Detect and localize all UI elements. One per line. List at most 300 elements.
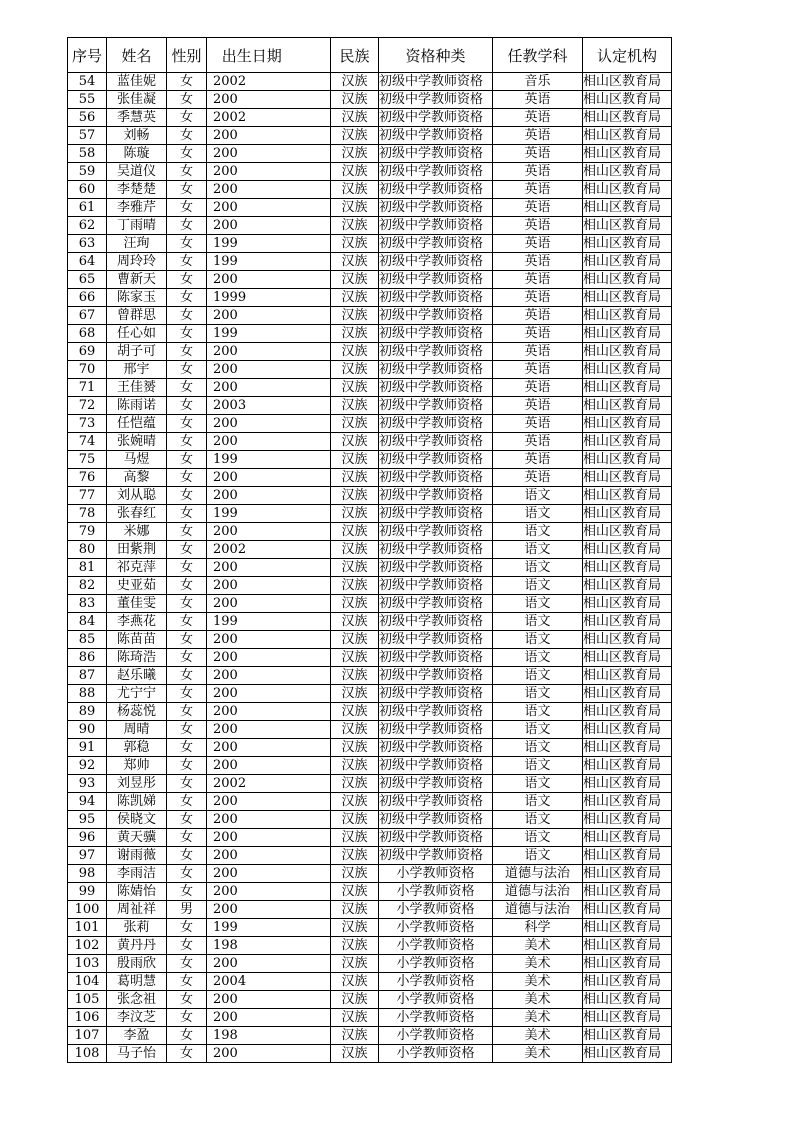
cell-ethnicity: 汉族 <box>331 937 379 955</box>
cell-no: 79 <box>68 523 107 541</box>
cell-ethnicity: 汉族 <box>331 649 379 667</box>
cell-qualification: 初级中学教师资格 <box>379 577 493 595</box>
cell-gender: 女 <box>167 217 207 235</box>
cell-gap <box>297 469 331 487</box>
cell-no: 91 <box>68 739 107 757</box>
table-row <box>68 253 672 271</box>
cell-gender: 女 <box>167 811 207 829</box>
cell-subject: 语文 <box>493 649 583 667</box>
header-gap <box>297 38 331 73</box>
cell-authority: 相山区教育局 <box>583 541 672 559</box>
table-row <box>68 559 672 577</box>
cell-gap <box>297 631 331 649</box>
cell-authority: 相山区教育局 <box>583 577 672 595</box>
cell-gender: 女 <box>167 271 207 289</box>
cell-name: 郭稳 <box>107 739 167 757</box>
cell-qualification: 初级中学教师资格 <box>379 91 493 109</box>
cell-name: 米娜 <box>107 523 167 541</box>
cell-birth: 200 <box>207 829 297 847</box>
cell-subject: 美术 <box>493 1009 583 1027</box>
cell-no: 60 <box>68 181 107 199</box>
cell-qualification: 初级中学教师资格 <box>379 199 493 217</box>
cell-birth: 199 <box>207 253 297 271</box>
cell-gender: 男 <box>167 901 207 919</box>
cell-subject: 英语 <box>493 199 583 217</box>
cell-ethnicity: 汉族 <box>331 973 379 991</box>
cell-gap <box>297 361 331 379</box>
cell-name: 杨蕊悦 <box>107 703 167 721</box>
cell-qualification: 初级中学教师资格 <box>379 145 493 163</box>
cell-ethnicity: 汉族 <box>331 685 379 703</box>
header-birth: 出生日期 <box>207 38 297 73</box>
cell-gender: 女 <box>167 955 207 973</box>
cell-subject: 科学 <box>493 919 583 937</box>
cell-subject: 语文 <box>493 523 583 541</box>
cell-name: 张佳凝 <box>107 91 167 109</box>
cell-qualification: 初级中学教师资格 <box>379 397 493 415</box>
cell-subject: 英语 <box>493 91 583 109</box>
cell-ethnicity: 汉族 <box>331 235 379 253</box>
cell-authority: 相山区教育局 <box>583 145 672 163</box>
table-row <box>68 415 672 433</box>
cell-subject: 道德与法治 <box>493 901 583 919</box>
cell-gap <box>297 415 331 433</box>
cell-birth: 200 <box>207 649 297 667</box>
cell-birth: 200 <box>207 163 297 181</box>
cell-no: 98 <box>68 865 107 883</box>
cell-subject: 英语 <box>493 181 583 199</box>
cell-name: 董佳雯 <box>107 595 167 613</box>
cell-name: 李燕花 <box>107 613 167 631</box>
cell-ethnicity: 汉族 <box>331 289 379 307</box>
cell-subject: 英语 <box>493 145 583 163</box>
cell-qualification: 小学教师资格 <box>379 937 493 955</box>
cell-qualification: 初级中学教师资格 <box>379 73 493 91</box>
cell-ethnicity: 汉族 <box>331 127 379 145</box>
cell-gap <box>297 271 331 289</box>
cell-name: 陈雨诺 <box>107 397 167 415</box>
cell-birth: 200 <box>207 181 297 199</box>
cell-birth: 200 <box>207 415 297 433</box>
cell-ethnicity: 汉族 <box>331 595 379 613</box>
cell-qualification: 初级中学教师资格 <box>379 451 493 469</box>
cell-gender: 女 <box>167 613 207 631</box>
cell-subject: 英语 <box>493 469 583 487</box>
cell-qualification: 初级中学教师资格 <box>379 235 493 253</box>
table-row <box>68 541 672 559</box>
header-subject: 任教学科 <box>493 38 583 73</box>
cell-ethnicity: 汉族 <box>331 433 379 451</box>
cell-no: 89 <box>68 703 107 721</box>
cell-gap <box>297 145 331 163</box>
cell-qualification: 初级中学教师资格 <box>379 379 493 397</box>
cell-authority: 相山区教育局 <box>583 865 672 883</box>
cell-subject: 美术 <box>493 1027 583 1045</box>
cell-authority: 相山区教育局 <box>583 505 672 523</box>
cell-subject: 英语 <box>493 343 583 361</box>
table-row <box>68 685 672 703</box>
cell-gap <box>297 505 331 523</box>
cell-no: 71 <box>68 379 107 397</box>
cell-authority: 相山区教育局 <box>583 469 672 487</box>
cell-authority: 相山区教育局 <box>583 415 672 433</box>
cell-qualification: 初级中学教师资格 <box>379 703 493 721</box>
cell-gender: 女 <box>167 163 207 181</box>
cell-authority: 相山区教育局 <box>583 739 672 757</box>
cell-gender: 女 <box>167 883 207 901</box>
cell-ethnicity: 汉族 <box>331 181 379 199</box>
cell-no: 97 <box>68 847 107 865</box>
cell-gap <box>297 649 331 667</box>
cell-gender: 女 <box>167 991 207 1009</box>
table-row <box>68 433 672 451</box>
cell-birth: 200 <box>207 865 297 883</box>
cell-birth: 200 <box>207 667 297 685</box>
cell-ethnicity: 汉族 <box>331 541 379 559</box>
cell-name: 史亚茹 <box>107 577 167 595</box>
cell-gap <box>297 595 331 613</box>
cell-ethnicity: 汉族 <box>331 703 379 721</box>
cell-no: 101 <box>68 919 107 937</box>
cell-birth: 200 <box>207 199 297 217</box>
cell-qualification: 初级中学教师资格 <box>379 721 493 739</box>
cell-authority: 相山区教育局 <box>583 613 672 631</box>
cell-gap <box>297 199 331 217</box>
cell-qualification: 初级中学教师资格 <box>379 559 493 577</box>
cell-gender: 女 <box>167 235 207 253</box>
cell-name: 陈凯娣 <box>107 793 167 811</box>
cell-subject: 语文 <box>493 739 583 757</box>
cell-gender: 女 <box>167 793 207 811</box>
cell-gender: 女 <box>167 433 207 451</box>
cell-subject: 英语 <box>493 325 583 343</box>
cell-no: 58 <box>68 145 107 163</box>
cell-birth: 200 <box>207 1009 297 1027</box>
cell-authority: 相山区教育局 <box>583 451 672 469</box>
cell-gender: 女 <box>167 973 207 991</box>
cell-ethnicity: 汉族 <box>331 271 379 289</box>
cell-ethnicity: 汉族 <box>331 739 379 757</box>
cell-qualification: 初级中学教师资格 <box>379 127 493 145</box>
cell-birth: 200 <box>207 271 297 289</box>
cell-subject: 英语 <box>493 415 583 433</box>
cell-qualification: 初级中学教师资格 <box>379 649 493 667</box>
cell-ethnicity: 汉族 <box>331 577 379 595</box>
cell-no: 78 <box>68 505 107 523</box>
cell-birth: 200 <box>207 793 297 811</box>
cell-name: 周祉祥 <box>107 901 167 919</box>
cell-subject: 美术 <box>493 991 583 1009</box>
cell-name: 李雅芹 <box>107 199 167 217</box>
cell-gender: 女 <box>167 307 207 325</box>
cell-subject: 美术 <box>493 1045 583 1063</box>
cell-gender: 女 <box>167 91 207 109</box>
cell-gap <box>297 757 331 775</box>
cell-name: 陈璇 <box>107 145 167 163</box>
cell-qualification: 初级中学教师资格 <box>379 487 493 505</box>
cell-no: 96 <box>68 829 107 847</box>
cell-name: 黄丹丹 <box>107 937 167 955</box>
cell-no: 66 <box>68 289 107 307</box>
cell-name: 张念祖 <box>107 991 167 1009</box>
cell-birth: 200 <box>207 595 297 613</box>
cell-authority: 相山区教育局 <box>583 253 672 271</box>
cell-gap <box>297 343 331 361</box>
cell-no: 85 <box>68 631 107 649</box>
cell-qualification: 初级中学教师资格 <box>379 271 493 289</box>
cell-ethnicity: 汉族 <box>331 253 379 271</box>
cell-gender: 女 <box>167 757 207 775</box>
table-row <box>68 181 672 199</box>
cell-authority: 相山区教育局 <box>583 901 672 919</box>
table-body <box>68 73 672 1063</box>
cell-no: 61 <box>68 199 107 217</box>
cell-qualification: 初级中学教师资格 <box>379 631 493 649</box>
cell-gap <box>297 163 331 181</box>
cell-name: 张春红 <box>107 505 167 523</box>
cell-qualification: 小学教师资格 <box>379 1045 493 1063</box>
cell-gender: 女 <box>167 847 207 865</box>
cell-no: 72 <box>68 397 107 415</box>
cell-birth: 200 <box>207 703 297 721</box>
cell-ethnicity: 汉族 <box>331 901 379 919</box>
cell-qualification: 初级中学教师资格 <box>379 685 493 703</box>
cell-birth: 200 <box>207 361 297 379</box>
cell-subject: 英语 <box>493 289 583 307</box>
cell-gap <box>297 181 331 199</box>
cell-name: 尤宁宁 <box>107 685 167 703</box>
cell-gender: 女 <box>167 505 207 523</box>
cell-authority: 相山区教育局 <box>583 955 672 973</box>
cell-qualification: 初级中学教师资格 <box>379 793 493 811</box>
cell-ethnicity: 汉族 <box>331 757 379 775</box>
cell-gap <box>297 289 331 307</box>
cell-gap <box>297 991 331 1009</box>
cell-qualification: 小学教师资格 <box>379 973 493 991</box>
cell-no: 94 <box>68 793 107 811</box>
cell-ethnicity: 汉族 <box>331 379 379 397</box>
cell-subject: 语文 <box>493 793 583 811</box>
cell-ethnicity: 汉族 <box>331 1027 379 1045</box>
cell-birth: 200 <box>207 91 297 109</box>
table-row <box>68 955 672 973</box>
cell-gap <box>297 847 331 865</box>
cell-authority: 相山区教育局 <box>583 163 672 181</box>
table-row <box>68 307 672 325</box>
table-row <box>68 613 672 631</box>
cell-gap <box>297 775 331 793</box>
cell-gender: 女 <box>167 127 207 145</box>
cell-authority: 相山区教育局 <box>583 127 672 145</box>
cell-gap <box>297 1045 331 1063</box>
cell-gap <box>297 667 331 685</box>
cell-name: 祁克萍 <box>107 559 167 577</box>
cell-birth: 200 <box>207 577 297 595</box>
cell-no: 108 <box>68 1045 107 1063</box>
cell-authority: 相山区教育局 <box>583 973 672 991</box>
cell-no: 99 <box>68 883 107 901</box>
cell-subject: 美术 <box>493 973 583 991</box>
cell-authority: 相山区教育局 <box>583 433 672 451</box>
cell-subject: 语文 <box>493 847 583 865</box>
cell-no: 55 <box>68 91 107 109</box>
cell-birth: 200 <box>207 433 297 451</box>
cell-gender: 女 <box>167 541 207 559</box>
cell-authority: 相山区教育局 <box>583 703 672 721</box>
cell-gap <box>297 433 331 451</box>
cell-birth: 199 <box>207 613 297 631</box>
cell-name: 刘畅 <box>107 127 167 145</box>
cell-ethnicity: 汉族 <box>331 415 379 433</box>
cell-qualification: 初级中学教师资格 <box>379 433 493 451</box>
cell-authority: 相山区教育局 <box>583 1045 672 1063</box>
cell-no: 100 <box>68 901 107 919</box>
cell-authority: 相山区教育局 <box>583 883 672 901</box>
cell-name: 曾群思 <box>107 307 167 325</box>
cell-ethnicity: 汉族 <box>331 505 379 523</box>
cell-gap <box>297 973 331 991</box>
cell-gap <box>297 919 331 937</box>
cell-ethnicity: 汉族 <box>331 847 379 865</box>
cell-qualification: 初级中学教师资格 <box>379 667 493 685</box>
teacher-qualification-table <box>67 37 672 1063</box>
cell-ethnicity: 汉族 <box>331 613 379 631</box>
cell-ethnicity: 汉族 <box>331 109 379 127</box>
cell-name: 李盈 <box>107 1027 167 1045</box>
cell-gender: 女 <box>167 721 207 739</box>
cell-authority: 相山区教育局 <box>583 991 672 1009</box>
cell-name: 殷雨欣 <box>107 955 167 973</box>
cell-name: 曹新天 <box>107 271 167 289</box>
cell-birth: 2002 <box>207 109 297 127</box>
cell-no: 93 <box>68 775 107 793</box>
cell-birth: 200 <box>207 847 297 865</box>
cell-authority: 相山区教育局 <box>583 775 672 793</box>
cell-subject: 美术 <box>493 937 583 955</box>
cell-name: 田紫荆 <box>107 541 167 559</box>
cell-gap <box>297 541 331 559</box>
header-ethnicity: 民族 <box>331 38 379 73</box>
cell-authority: 相山区教育局 <box>583 847 672 865</box>
cell-gender: 女 <box>167 379 207 397</box>
cell-birth: 198 <box>207 1027 297 1045</box>
cell-name: 李楚楚 <box>107 181 167 199</box>
cell-subject: 语文 <box>493 559 583 577</box>
cell-subject: 语文 <box>493 577 583 595</box>
cell-birth: 200 <box>207 721 297 739</box>
cell-no: 107 <box>68 1027 107 1045</box>
table-row <box>68 1045 672 1063</box>
cell-no: 63 <box>68 235 107 253</box>
header-qualification: 资格种类 <box>379 38 493 73</box>
cell-birth: 199 <box>207 505 297 523</box>
cell-name: 张婉晴 <box>107 433 167 451</box>
cell-gender: 女 <box>167 415 207 433</box>
cell-ethnicity: 汉族 <box>331 667 379 685</box>
cell-subject: 英语 <box>493 253 583 271</box>
cell-subject: 英语 <box>493 433 583 451</box>
cell-gap <box>297 865 331 883</box>
cell-authority: 相山区教育局 <box>583 325 672 343</box>
header-gender: 性别 <box>167 38 207 73</box>
cell-gap <box>297 397 331 415</box>
cell-birth: 2002 <box>207 541 297 559</box>
table-row <box>68 289 672 307</box>
cell-birth: 199 <box>207 919 297 937</box>
cell-gender: 女 <box>167 559 207 577</box>
cell-gap <box>297 559 331 577</box>
cell-authority: 相山区教育局 <box>583 721 672 739</box>
cell-qualification: 初级中学教师资格 <box>379 757 493 775</box>
cell-authority: 相山区教育局 <box>583 73 672 91</box>
cell-gap <box>297 721 331 739</box>
cell-qualification: 小学教师资格 <box>379 919 493 937</box>
table-row <box>68 487 672 505</box>
cell-subject: 语文 <box>493 541 583 559</box>
cell-birth: 200 <box>207 631 297 649</box>
cell-qualification: 初级中学教师资格 <box>379 289 493 307</box>
cell-authority: 相山区教育局 <box>583 91 672 109</box>
table-row <box>68 145 672 163</box>
cell-no: 73 <box>68 415 107 433</box>
table-row <box>68 109 672 127</box>
cell-authority: 相山区教育局 <box>583 235 672 253</box>
cell-gender: 女 <box>167 631 207 649</box>
table-row <box>68 847 672 865</box>
cell-ethnicity: 汉族 <box>331 865 379 883</box>
cell-ethnicity: 汉族 <box>331 469 379 487</box>
cell-name: 陈苗苗 <box>107 631 167 649</box>
cell-gender: 女 <box>167 325 207 343</box>
cell-no: 59 <box>68 163 107 181</box>
cell-subject: 语文 <box>493 505 583 523</box>
cell-qualification: 初级中学教师资格 <box>379 847 493 865</box>
cell-no: 92 <box>68 757 107 775</box>
cell-gender: 女 <box>167 649 207 667</box>
cell-no: 57 <box>68 127 107 145</box>
cell-ethnicity: 汉族 <box>331 631 379 649</box>
cell-no: 82 <box>68 577 107 595</box>
cell-birth: 200 <box>207 811 297 829</box>
cell-authority: 相山区教育局 <box>583 919 672 937</box>
cell-gap <box>297 739 331 757</box>
cell-subject: 英语 <box>493 379 583 397</box>
cell-subject: 语文 <box>493 721 583 739</box>
table-row <box>68 721 672 739</box>
cell-qualification: 初级中学教师资格 <box>379 739 493 757</box>
table-row <box>68 163 672 181</box>
cell-name: 张莉 <box>107 919 167 937</box>
cell-subject: 英语 <box>493 271 583 289</box>
cell-no: 103 <box>68 955 107 973</box>
cell-authority: 相山区教育局 <box>583 289 672 307</box>
cell-gap <box>297 937 331 955</box>
cell-subject: 语文 <box>493 703 583 721</box>
cell-authority: 相山区教育局 <box>583 649 672 667</box>
cell-ethnicity: 汉族 <box>331 991 379 1009</box>
cell-qualification: 初级中学教师资格 <box>379 109 493 127</box>
cell-gender: 女 <box>167 919 207 937</box>
cell-gap <box>297 109 331 127</box>
cell-no: 90 <box>68 721 107 739</box>
cell-gap <box>297 487 331 505</box>
table-row <box>68 127 672 145</box>
cell-authority: 相山区教育局 <box>583 343 672 361</box>
cell-ethnicity: 汉族 <box>331 217 379 235</box>
cell-qualification: 小学教师资格 <box>379 1027 493 1045</box>
cell-gap <box>297 577 331 595</box>
cell-no: 67 <box>68 307 107 325</box>
